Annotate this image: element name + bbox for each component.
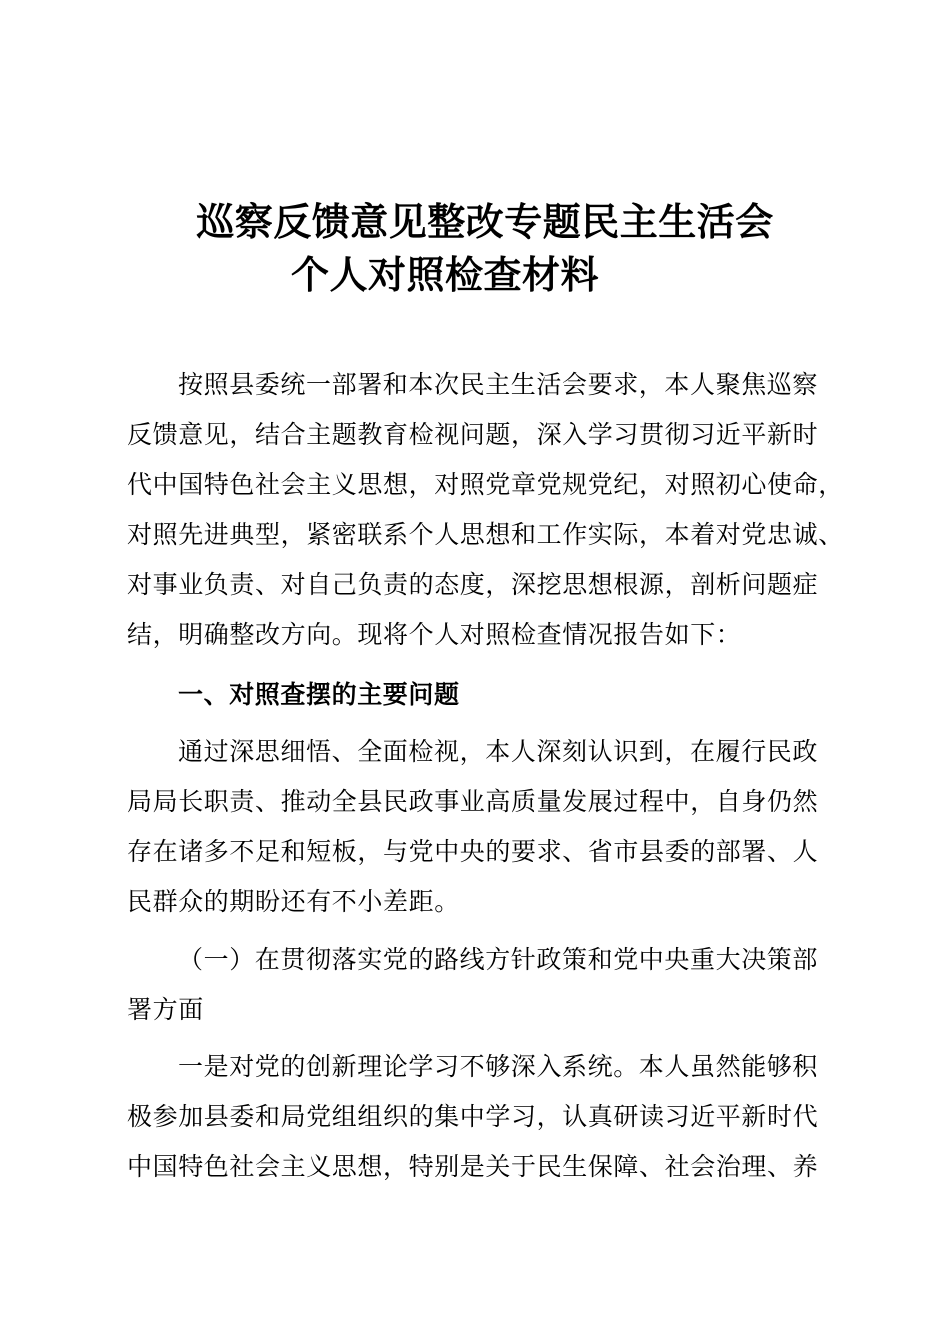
point-line: 一是对党的创新理论学习不够深入系统。本人虽然能够积 [178,1052,819,1081]
section-line: 局局长职责、推动全县民政事业高质量发展过程中，自身仍然 [127,787,819,816]
document-title-line-2: 个人对照检查材料 [290,252,599,297]
subsection-heading: 署方面 [127,995,204,1024]
intro-line: 结，明确整改方向。现将个人对照检查情况报告如下： [127,620,742,649]
section-heading: 一、对照查摆的主要问题 [178,680,460,709]
subsection-heading: （一）在贯彻落实党的路线方针政策和党中央重大决策部 [178,945,819,974]
intro-line: 对事业负责、对自己负责的态度，深挖思想根源，剖析问题症 [127,570,819,599]
point-line: 极参加县委和局党组组织的集中学习，认真研读习近平新时代 [127,1102,819,1131]
section-line: 通过深思细悟、全面检视，本人深刻认识到，在履行民政 [178,737,819,766]
intro-line: 反馈意见，结合主题教育检视问题，深入学习贯彻习近平新时 [127,420,819,449]
document-title-line-1: 巡察反馈意见整改专题民主生活会 [196,199,774,244]
intro-line: 按照县委统一部署和本次民主生活会要求，本人聚焦巡察 [178,370,819,399]
intro-line: 代中国特色社会主义思想，对照党章党规党纪，对照初心使命， [127,470,844,499]
section-line: 民群众的期盼还有不小差距。 [127,887,460,916]
section-line: 存在诸多不足和短板，与党中央的要求、省市县委的部署、人 [127,837,819,866]
intro-line: 对照先进典型，紧密联系个人思想和工作实际，本着对党忠诚、 [127,520,844,549]
point-line: 中国特色社会主义思想，特别是关于民生保障、社会治理、养 [127,1152,819,1181]
